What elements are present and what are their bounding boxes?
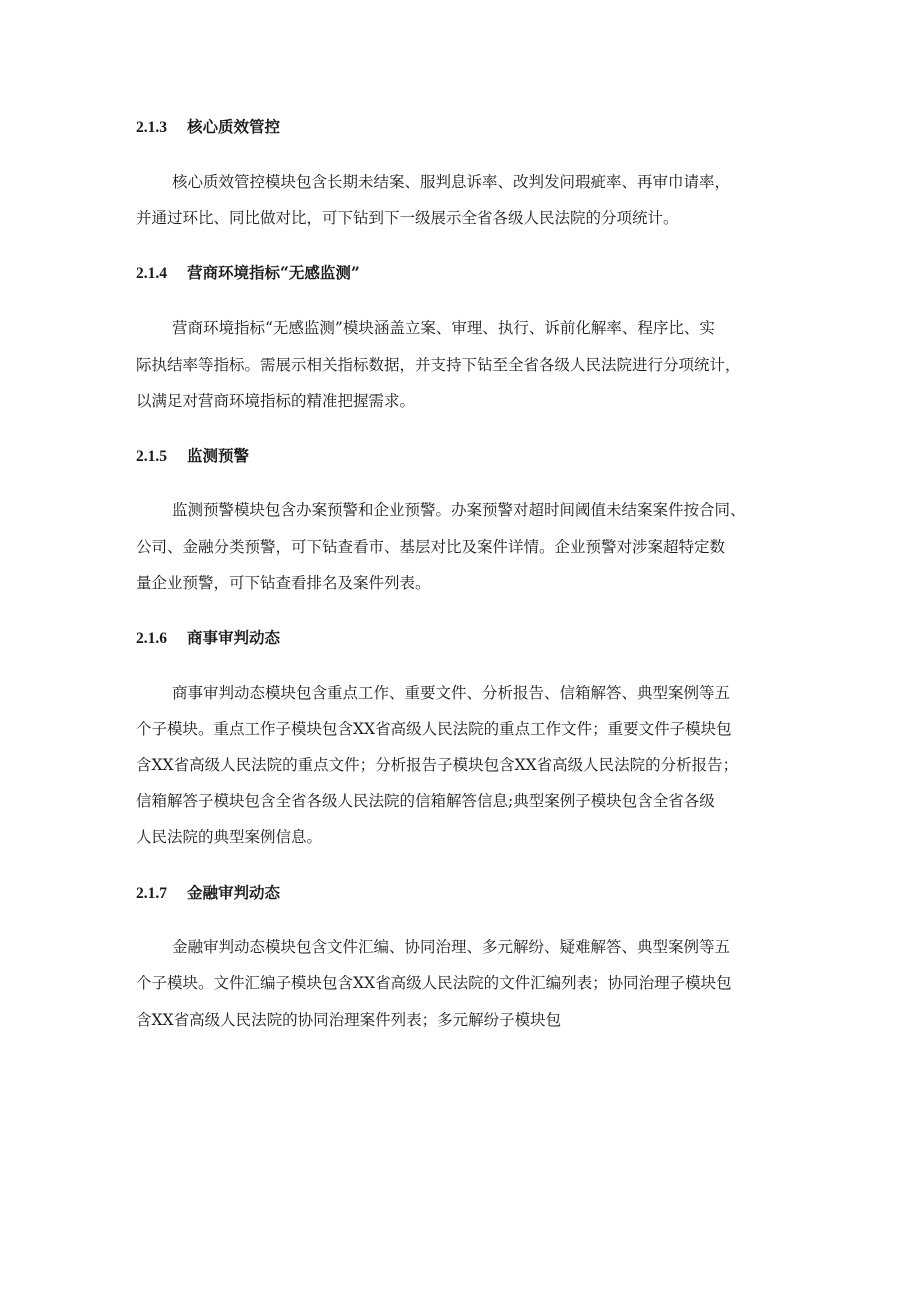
- section-heading-2-1-7: [136, 883, 280, 904]
- section-heading-2-1-5: [136, 446, 249, 467]
- section-title: 核心质效管控: [187, 117, 281, 136]
- section-title: 商事审判动态: [187, 628, 281, 647]
- section-number: 2.1.5: [136, 448, 167, 465]
- paragraph-line: 含XX省高级人民法院的协同治理案件列表；多元解纷子模块包: [136, 1011, 562, 1029]
- paragraph-line: 商事审判动态模块包含重点工作、重要文件、分析报告、信箱解答、典型案例等五: [172, 684, 731, 702]
- paragraph-line: 人民法院的典型案例信息。: [136, 828, 323, 846]
- section-heading-2-1-4: [136, 263, 360, 284]
- paragraph-line: 监测预警模块包含办案预警和企业预警。办案预警对超时间阈值未结案案件按合同、: [172, 501, 746, 519]
- section-title: 金融审判动态: [187, 883, 281, 902]
- paragraph-line: 并通过环比、同比做对比，可下钻到下一级展示全省各级人民法院的分项统计。: [136, 209, 679, 227]
- paragraph-line: 营商环境指标“无感监测”模块涵盖立案、审理、执行、诉前化解率、程序比、实: [172, 319, 715, 337]
- section-number: 2.1.3: [136, 119, 167, 136]
- section-number: 2.1.4: [136, 265, 167, 282]
- paragraph-line: 信箱解答子模块包含全省各级人民法院的信箱解答信息;典型案例子模块包含全省各级: [136, 792, 715, 810]
- section-number: 2.1.7: [136, 885, 167, 902]
- section-title: 监测预警: [187, 446, 250, 465]
- paragraph-line: 公司、金融分类预警，可下钻查看市、基层对比及案件详情。企业预警对涉案超特定数: [136, 538, 726, 556]
- paragraph-line: 个子模块。重点工作子模块包含XX省高级人民法院的重点工作文件；重要文件子模块包: [136, 720, 732, 738]
- section-heading-2-1-3: [136, 117, 280, 138]
- paragraph-line: 际执结率等指标。需展示相关指标数据，并支持下钻至全省各级人民法院进行分项统计，: [136, 356, 741, 374]
- paragraph-line: 金融审判动态模块包含文件汇编、协同治理、多元解纷、疑难解答、典型案例等五: [172, 938, 731, 956]
- paragraph-line: 含XX省高级人民法院的重点文件；分析报告子模块包含XX省高级人民法院的分析报告；: [136, 756, 739, 774]
- paragraph-line: 以满足对营商环境指标的精准把握需求。: [136, 392, 416, 410]
- section-title: 营商环境指标“无感监测”: [187, 263, 360, 282]
- section-heading-2-1-6: [136, 628, 280, 649]
- paragraph-line: 核心质效管控模块包含长期未结案、服判息诉率、改判发问瑕疵率、再审巾请率，: [172, 173, 731, 191]
- paragraph-line: 个子模块。文件汇编子模块包含XX省高级人民法院的文件汇编列表；协同治理子模块包: [136, 974, 732, 992]
- paragraph-line: 量企业预警，可下钻查看排名及案件列表。: [136, 574, 431, 592]
- section-number: 2.1.6: [136, 630, 167, 647]
